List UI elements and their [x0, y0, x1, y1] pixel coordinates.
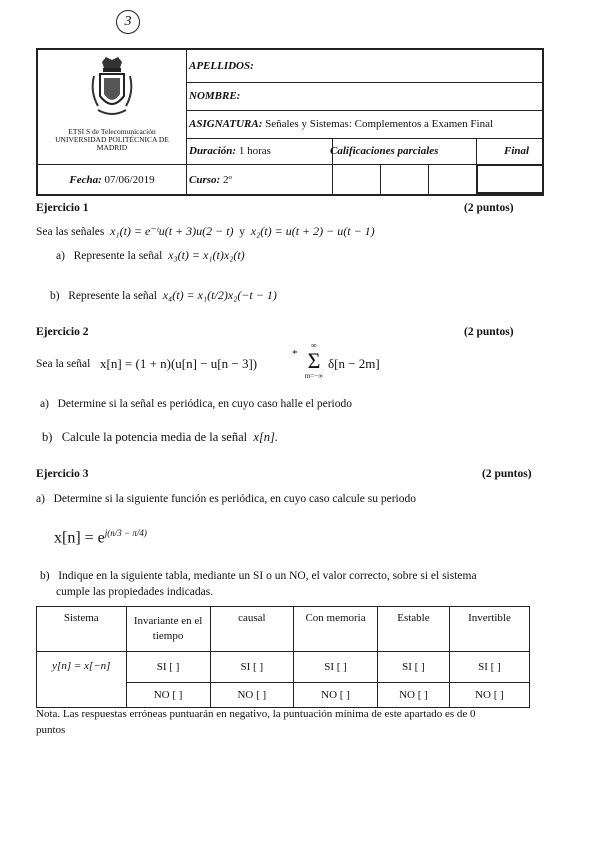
- duracion-row: [186, 138, 542, 164]
- asignatura-value: Señales y Sistemas: Complementos a Examen Final: [265, 118, 494, 130]
- ej3-part-b-line1: b) Indique en la siguiente tabla, mediante un SI o un NO, el valor correcto, sobre si el sistema: [40, 570, 477, 582]
- nota-line2: puntos: [36, 724, 66, 736]
- asignatura-label: ASIGNATURA:: [189, 118, 263, 130]
- system-cell: y[n] = x[−n]: [37, 652, 127, 708]
- no-option[interactable]: NO [ ]: [377, 683, 449, 708]
- ej1-points: (2 puntos): [464, 202, 514, 214]
- fecha-value: 07/06/2019: [104, 174, 155, 186]
- page-number: 3: [116, 10, 140, 34]
- si-option[interactable]: SI [ ]: [210, 652, 294, 683]
- ej1-intro-line: Sea las señales x₁(t) = e⁻ᵗu(t + 3)u(2 − t) y x₂(t) = u(t + 2) − u(t − 1): [36, 224, 375, 238]
- grade-cell: [428, 165, 429, 195]
- si-option[interactable]: SI [ ]: [126, 652, 210, 683]
- ej1-title: Ejercicio 1: [36, 202, 89, 214]
- calificaciones-label: Calificaciones parciales: [330, 145, 439, 157]
- university-crest-icon: [88, 56, 136, 120]
- ej2-points: (2 puntos): [464, 326, 514, 338]
- ej2-part-a: a) Determine si la señal es periódica, en cuyo caso halle el periodo: [40, 398, 352, 410]
- table-header: Estable: [377, 607, 449, 652]
- table-header: Invertible: [449, 607, 529, 652]
- divider: [476, 138, 477, 164]
- ej3-part-a: a) Determine si la siguiente función es periódica, en cuyo caso calcule su periodo: [36, 493, 417, 505]
- curso-label: Curso:: [189, 174, 221, 186]
- ej2-part-b: b) Calcule la potencia media de la señal x[n].: [42, 430, 279, 444]
- ej2-formula-rhs: δ[n − 2m]: [328, 356, 380, 371]
- table-header: Con memoria: [294, 607, 378, 652]
- grade-cell: [380, 165, 381, 195]
- nombre-row: [186, 82, 542, 111]
- ej1-part-b: b) Represente la señal x₄(t) = x₁(t/2)x₂(−t − 1): [50, 288, 277, 302]
- divider: [332, 138, 333, 164]
- si-option[interactable]: SI [ ]: [449, 652, 529, 683]
- si-option[interactable]: SI [ ]: [294, 652, 378, 683]
- grade-cell: [332, 165, 333, 195]
- ej3-formula: $x[n] = e^{j(n/3 - \pi/4)}$: [54, 528, 147, 547]
- ej3-part-b-line2: cumple las propiedades indicadas.: [56, 586, 214, 598]
- ej2-title: Ejercicio 2: [36, 326, 89, 338]
- properties-table: [36, 606, 530, 708]
- ej2-formula-lhs: x[n] = (1 + n)(u[n] − u[n − 3]): [100, 356, 258, 371]
- nota-line1: Nota. Las respuestas erróneas puntuarán en negativo, la puntuación mínima de este apartado es de 0: [36, 708, 476, 720]
- ej1-part-a: a) Represente la señal x₃(t) = x₁(t)x₂(t): [56, 248, 245, 262]
- ej3-points: (2 puntos): [482, 468, 532, 480]
- no-option[interactable]: NO [ ]: [210, 683, 294, 708]
- table-row: [37, 652, 530, 683]
- no-option[interactable]: NO [ ]: [294, 683, 378, 708]
- apellidos-label: APELLIDOS:: [189, 60, 254, 72]
- ej3-exponent: j(n/3 − π/4): [104, 528, 147, 538]
- final-grade-box: [476, 164, 542, 194]
- fecha-label: Fecha:: [69, 174, 102, 186]
- no-option[interactable]: NO [ ]: [449, 683, 529, 708]
- table-header-row: [37, 607, 530, 652]
- institution-panel: [38, 50, 187, 164]
- si-option[interactable]: SI [ ]: [377, 652, 449, 683]
- duracion-value: 1 horas: [238, 145, 271, 157]
- exam-header: [36, 48, 544, 196]
- curso-value: 2º: [222, 174, 232, 186]
- institution-name: ETSI S de Telecomunicación UNIVERSIDAD POLITÉCNICA DE MADRID: [55, 127, 169, 152]
- nombre-label: NOMBRE:: [189, 90, 241, 102]
- final-label: Final: [504, 145, 530, 157]
- apellidos-row: [186, 50, 542, 83]
- fecha-cell: [38, 164, 187, 195]
- sigma-icon: Σ: [307, 348, 321, 373]
- ej2-star: *: [292, 348, 298, 360]
- asignatura-row: [186, 110, 542, 139]
- curso-cell: [186, 164, 332, 194]
- table-header: Invariante en el tiempo: [126, 607, 210, 652]
- table-header: Sistema: [37, 607, 127, 652]
- no-option[interactable]: NO [ ]: [126, 683, 210, 708]
- table-header: causal: [210, 607, 294, 652]
- x2-formula: x₂(t) = u(t + 2) − u(t − 1): [250, 224, 375, 238]
- duracion-label: Duración:: [189, 145, 237, 157]
- x1-formula: x₁(t) = e⁻ᵗu(t + 3)u(2 − t): [110, 224, 234, 238]
- ej2-intro: Sea la señal: [36, 358, 91, 370]
- ej2-summation: ∞ Σ m=−∞: [302, 342, 326, 380]
- ej3-title: Ejercicio 3: [36, 468, 89, 480]
